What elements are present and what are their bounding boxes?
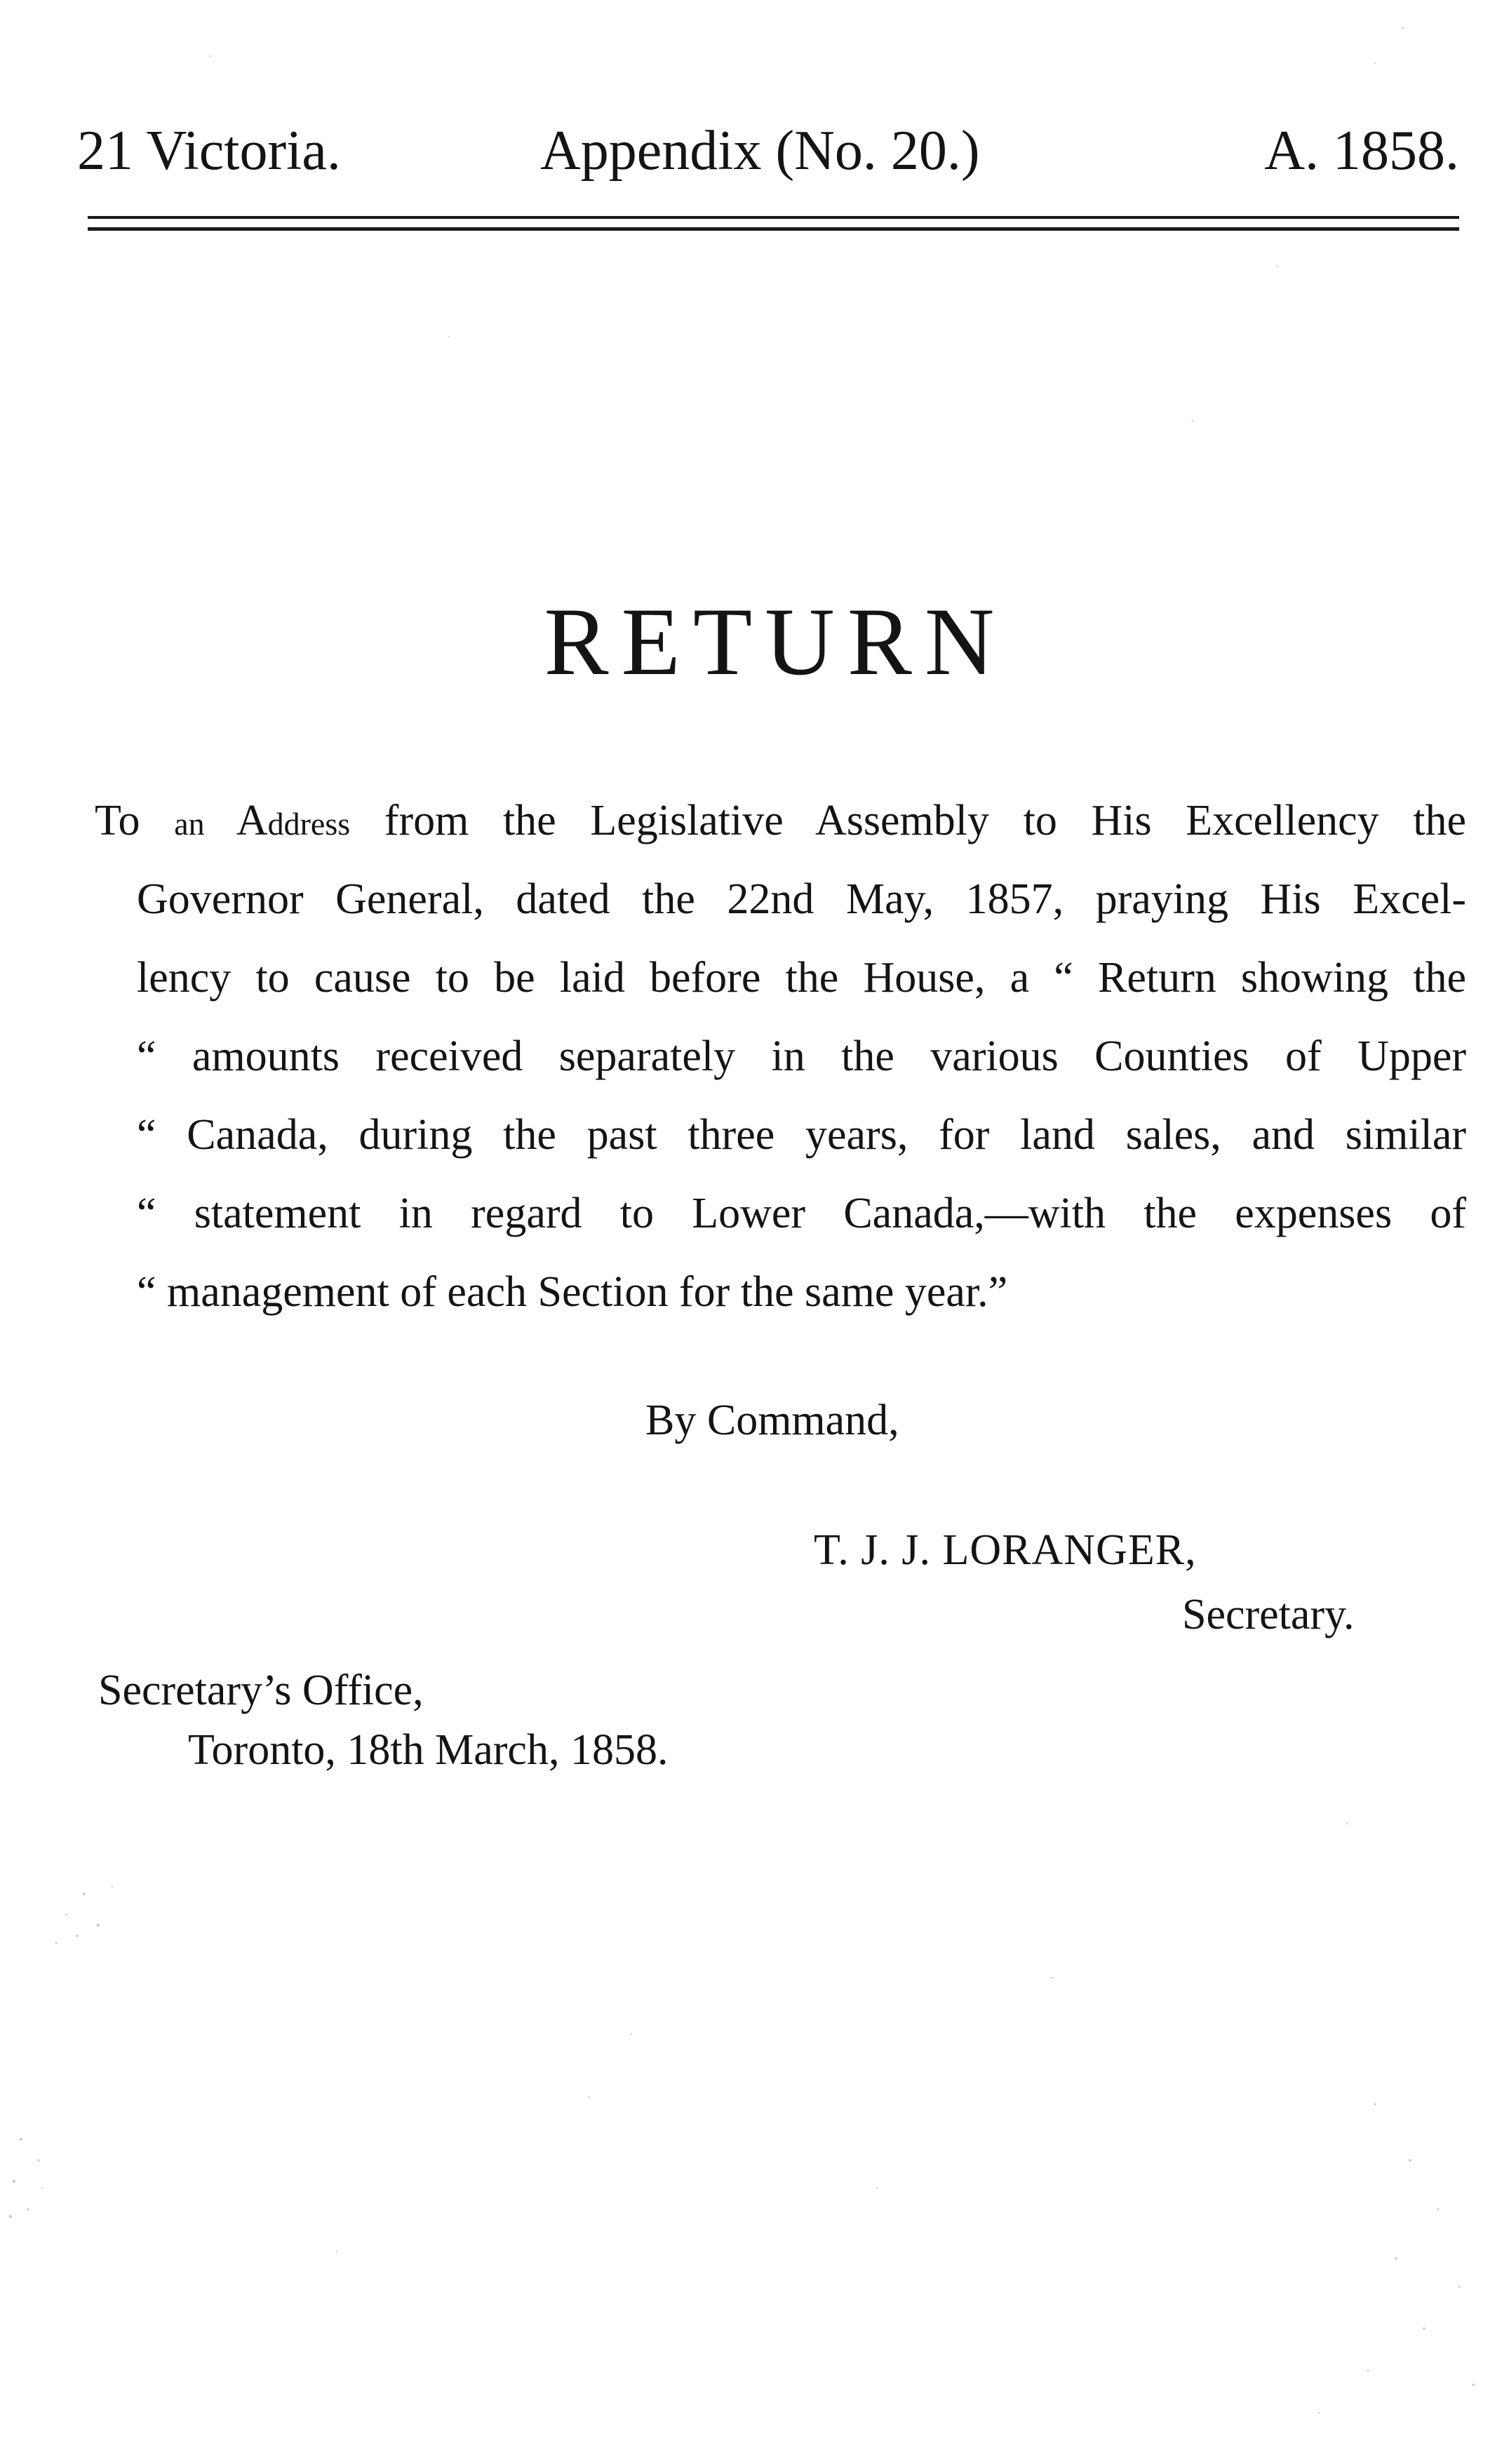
address-line-7: “ management of each Section for the same year.” bbox=[137, 1268, 1008, 1316]
place-and-date: Toronto, 18th March, 1858. bbox=[188, 1726, 669, 1774]
header-rule-top bbox=[88, 216, 1459, 219]
address-line-6: “ statement in regard to Lower Canada,—with the expenses of bbox=[137, 1190, 1466, 1237]
page-title: RETURN bbox=[544, 588, 1007, 695]
smallcaps-address-initial: A bbox=[236, 797, 268, 844]
header-appendix: Appendix (No. 20.) bbox=[540, 120, 980, 182]
smallcaps-address-rest: ddress bbox=[267, 806, 351, 842]
header-year: A. 1858. bbox=[1264, 120, 1459, 182]
signer-name: T. J. J. LORANGER, bbox=[814, 1526, 1197, 1574]
header-rule-bottom bbox=[88, 227, 1459, 231]
address-line-3: lency to cause to be laid before the House, a “ Return showing the bbox=[137, 954, 1466, 1002]
smallcaps-to: To bbox=[95, 797, 140, 844]
address-line-5: “ Canada, during the past three years, for land sales, and similar bbox=[137, 1111, 1466, 1159]
address-line-4: “ amounts received separately in the various Counties of Upper bbox=[137, 1032, 1466, 1080]
signer-title: Secretary. bbox=[1182, 1591, 1355, 1638]
office-name: Secretary’s Office, bbox=[98, 1667, 424, 1714]
header-session: 21 Victoria. bbox=[77, 120, 341, 182]
address-line-2: Governor General, dated the 22nd May, 1857, praying His Excel- bbox=[137, 875, 1466, 923]
running-header bbox=[77, 112, 1459, 189]
by-command: By Command, bbox=[645, 1396, 899, 1444]
smallcaps-an: an bbox=[174, 806, 205, 842]
address-line-1 bbox=[95, 793, 1466, 849]
address-line-1-rest: from the Legislative Assembly to His Excellency the bbox=[384, 797, 1467, 844]
